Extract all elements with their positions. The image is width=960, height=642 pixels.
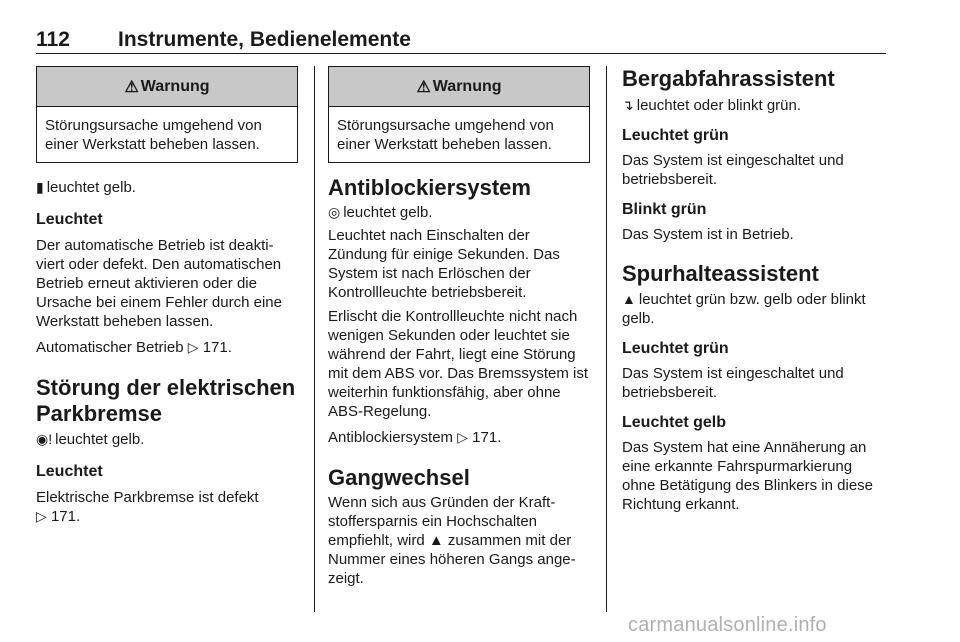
warning-text: Störungsursache umgehend von einer Werkstatt beheben lassen. bbox=[45, 117, 262, 153]
warning-header bbox=[329, 67, 589, 107]
paragraph: Der automatische Betrieb ist deakti- viert oder defekt. Den automatischen Betrieb erneut aktivieren oder die Ursache bei einem Fehler durch eine Werkstatt beheben lassen. bbox=[36, 237, 282, 330]
page-reference-arrow-icon: ▷ bbox=[36, 508, 47, 524]
column-2 bbox=[328, 66, 590, 588]
subheading: Leuchtet grün bbox=[622, 127, 729, 144]
parking-brake-fault-icon: ◉! bbox=[36, 431, 53, 447]
section-heading: Spurhalteassistent bbox=[622, 261, 819, 286]
page-reference-arrow-icon: ▷ bbox=[457, 429, 468, 445]
paragraph: Das System ist in Betrieb. bbox=[622, 226, 794, 243]
warning-box bbox=[328, 66, 590, 163]
warning-header bbox=[37, 67, 297, 107]
indicator-line: ▲ leuchtet grün bzw. gelb oder blinkt gelb. bbox=[622, 291, 866, 327]
paragraph: Wenn sich aus Gründen der Kraft- stoffersparnis ein Hochschalten empfiehlt, wird ▲ zusammen mit der Nummer eines höheren Gangs ange- zeigt. bbox=[328, 494, 576, 587]
section-heading: Gangwechsel bbox=[328, 465, 470, 490]
paragraph: Leuchtet nach Einschalten der Zündung für einige Sekunden. Das System ist nach Erlöschen der Kontrollleuchte betriebsbereit. bbox=[328, 227, 560, 301]
section-heading: Antiblockiersystem bbox=[328, 175, 531, 200]
subheading-leuchtet: Leuchtet bbox=[36, 211, 103, 228]
page-reference-arrow-icon: ▷ bbox=[187, 339, 199, 355]
warning-triangle-icon: ⚠ bbox=[416, 78, 431, 96]
page-header bbox=[36, 28, 886, 54]
parking-brake-auto-icon: ▮ bbox=[36, 179, 44, 195]
upshift-triangle-icon: ▲ bbox=[428, 532, 444, 549]
indicator-line: ▮ leuchtet gelb. bbox=[36, 179, 136, 196]
section-heading: Störung der elektrischen Parkbremse bbox=[36, 375, 296, 426]
indicator-line: ↴ leuchtet oder blinkt grün. bbox=[622, 97, 802, 114]
subheading: Leuchtet gelb bbox=[622, 414, 727, 431]
warning-label: Warnung bbox=[432, 77, 502, 95]
paragraph: Erlischt die Kontrollleuchte nicht nach wenigen Sekunden oder leuchtet sie während der Fahrt, liegt eine Störung mit dem ABS vor. Das Bremssystem ist weiterhin funktionsfähig, aber ohne ABS-Regelung. bbox=[328, 308, 589, 420]
warning-box bbox=[36, 66, 298, 163]
warning-label: Warnung bbox=[140, 77, 210, 95]
subheading: Blinkt grün bbox=[622, 201, 707, 218]
warning-triangle-icon: ⚠ bbox=[124, 78, 139, 96]
paragraph: Elektrische Parkbremse ist defekt ▷ 171. bbox=[36, 489, 259, 525]
hill-descent-icon: ↴ bbox=[622, 97, 634, 113]
page-reference-link[interactable]: 171. bbox=[472, 429, 502, 446]
paragraph: Das System ist eingeschaltet und betriebsbereit. bbox=[622, 152, 844, 188]
paragraph: Das System hat eine Annäherung an eine erkannte Fahrspurmarkierung ohne Betätigung des Blinkers in diese Richtung erkannt. bbox=[622, 439, 874, 513]
lane-keep-icon: ▲ bbox=[622, 291, 636, 307]
column-3 bbox=[622, 66, 884, 514]
indicator-line: ◉! leuchtet gelb. bbox=[36, 431, 145, 448]
abs-icon: ◎ bbox=[328, 204, 341, 220]
page-number: 112 bbox=[36, 28, 70, 51]
running-title: Instrumente, Bedienelemente bbox=[118, 28, 411, 51]
subheading: Leuchtet grün bbox=[622, 340, 729, 357]
column-divider bbox=[314, 66, 315, 612]
page-reference-link[interactable]: 171. bbox=[202, 339, 232, 356]
paragraph-reference: Antiblockiersystem ▷ 171. bbox=[328, 429, 502, 446]
section-heading: Bergabfahrassistent bbox=[622, 66, 835, 91]
subheading-leuchtet: Leuchtet bbox=[36, 463, 103, 480]
watermark: carmanualsonline.info bbox=[628, 614, 827, 636]
paragraph-reference: Automatischer Betrieb ▷ 171. bbox=[36, 339, 232, 356]
column-1 bbox=[36, 66, 298, 526]
column-divider bbox=[606, 66, 607, 612]
page-reference-link[interactable]: 171. bbox=[50, 508, 81, 525]
indicator-line: ◎ leuchtet gelb. bbox=[328, 204, 433, 221]
paragraph: Das System ist eingeschaltet und betriebsbereit. bbox=[622, 365, 844, 401]
warning-text: Störungsursache umgehend von einer Werkstatt beheben lassen. bbox=[337, 117, 554, 153]
